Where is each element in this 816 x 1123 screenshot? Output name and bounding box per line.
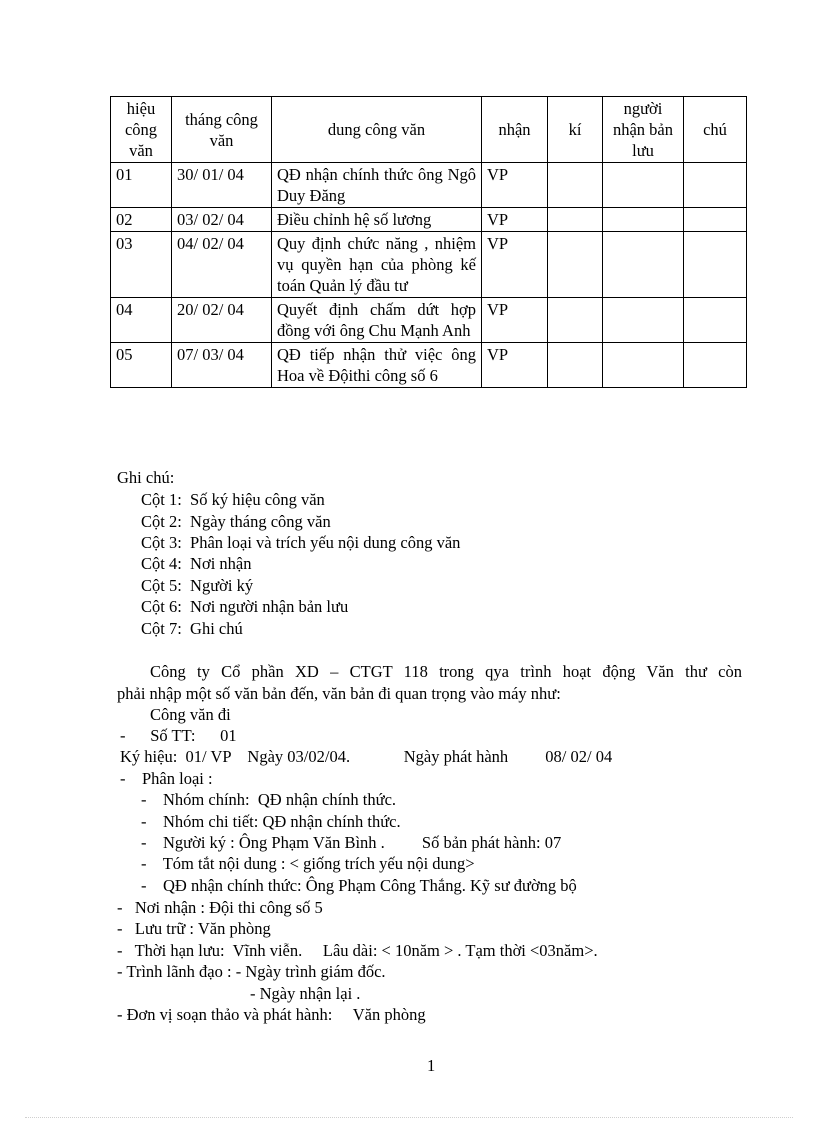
table-cell	[548, 208, 603, 232]
table-cell: VP	[482, 232, 548, 298]
header-cell: tháng công văn	[172, 97, 272, 163]
table-cell: 30/ 01/ 04	[172, 163, 272, 208]
table-cell: 01	[111, 163, 172, 208]
table-cell: QĐ tiếp nhận thử việc ông Hoa về Độithi công số 6	[272, 343, 482, 388]
table-cell	[548, 343, 603, 388]
table-cell	[684, 343, 747, 388]
table-cell: 20/ 02/ 04	[172, 298, 272, 343]
table-cell: VP	[482, 163, 548, 208]
table-cell: VP	[482, 298, 548, 343]
table-row	[111, 232, 747, 298]
table-cell: 02	[111, 208, 172, 232]
thoi-han-line: - Thời hạn lưu: Vĩnh viễn. Lâu dài: < 10năm > . Tạm thời <03năm>.	[117, 941, 598, 960]
table-cell	[684, 298, 747, 343]
document-table	[110, 96, 747, 388]
note-item: Cột 4: Nơi nhận	[141, 554, 252, 573]
luu-tru-line: - Lưu trữ : Văn phòng	[117, 919, 271, 938]
header-cell: chú	[684, 97, 747, 163]
page-bottom-divider	[25, 1117, 793, 1118]
nguoi-ky-line: - Người ký : Ông Phạm Văn Bình . Số bản phát hành: 07	[141, 833, 562, 852]
nhom-chi-tiet-line: - Nhóm chi tiết: QĐ nhận chính thức.	[141, 812, 401, 831]
table-cell: 03	[111, 232, 172, 298]
table-cell: Quy định chức năng , nhiệm vụ quyền hạn của phòng kế toán Quản lý đầu tư	[272, 232, 482, 298]
table-cell	[603, 163, 684, 208]
nhom-chinh-line: - Nhóm chính: QĐ nhận chính thức.	[141, 790, 397, 809]
table-cell	[684, 232, 747, 298]
header-cell: người nhận bản lưu	[603, 97, 684, 163]
note-item: Cột 2: Ngày tháng công văn	[141, 512, 331, 531]
table-header-row	[111, 97, 747, 163]
table-cell	[548, 232, 603, 298]
table-cell	[603, 208, 684, 232]
table-cell	[684, 208, 747, 232]
trinh-line: - Trình lãnh đạo : - Ngày trình giám đốc.	[117, 962, 386, 981]
table-cell: 07/ 03/ 04	[172, 343, 272, 388]
table-cell	[684, 163, 747, 208]
ky-hieu-line: Ký hiệu: 01/ VP Ngày 03/02/04. Ngày phát hành 08/ 02/ 04	[120, 747, 613, 766]
tom-tat-line: - Tóm tắt nội dung : < giống trích yếu nội dung>	[141, 854, 475, 873]
qd-line: - QĐ nhận chính thức: Ông Phạm Công Thắng. Kỹ sư đường bộ	[141, 876, 577, 895]
table-cell: 04/ 02/ 04	[172, 232, 272, 298]
section-title: Công văn đi	[150, 705, 231, 724]
phan-loai-line: - Phân loại :	[120, 769, 213, 788]
table-row	[111, 298, 747, 343]
notes-heading: Ghi chú:	[117, 468, 175, 487]
note-item: Cột 3: Phân loại và trích yếu nội dung công văn	[141, 533, 461, 552]
table-row	[111, 208, 747, 232]
note-item: Cột 5: Người ký	[141, 576, 254, 595]
table-cell: 04	[111, 298, 172, 343]
ngay-nhan-line: - Ngày nhận lại .	[250, 984, 361, 1003]
header-cell: nhận	[482, 97, 548, 163]
table-cell: VP	[482, 343, 548, 388]
note-item: Cột 1: Số ký hiệu công văn	[141, 490, 325, 509]
table-cell: 05	[111, 343, 172, 388]
note-item: Cột 7: Ghi chú	[141, 619, 243, 638]
table-cell: QĐ nhận chính thức ông Ngô Duy Đăng	[272, 163, 482, 208]
table-cell	[603, 343, 684, 388]
table-cell: Quyết định chấm dứt hợp đồng với ông Chu Mạnh Anh	[272, 298, 482, 343]
header-cell: kí	[548, 97, 603, 163]
don-vi-line: - Đơn vị soạn thảo và phát hành: Văn phòng	[117, 1005, 426, 1024]
so-tt-line: - Số TT: 01	[120, 726, 237, 745]
table-row	[111, 163, 747, 208]
table-cell: VP	[482, 208, 548, 232]
header-cell: hiệu công văn	[111, 97, 172, 163]
paragraph-line: phải nhập một số văn bản đến, văn bản đi quan trọng vào máy như:	[117, 684, 561, 703]
noi-nhan-line: - Nơi nhận : Đội thi công số 5	[117, 898, 323, 917]
table-cell	[603, 232, 684, 298]
table-cell: 03/ 02/ 04	[172, 208, 272, 232]
table-cell: Điều chỉnh hệ số lương	[272, 208, 482, 232]
page-number: 1	[427, 1056, 436, 1075]
table-cell	[548, 298, 603, 343]
table-cell	[548, 163, 603, 208]
table-cell	[603, 298, 684, 343]
table-row	[111, 343, 747, 388]
note-item: Cột 6: Nơi người nhận bản lưu	[141, 597, 349, 616]
paragraph-line: Công ty Cổ phần XD – CTGT 118 trong qya trình hoạt động Văn thư còn	[150, 662, 742, 681]
header-cell: dung công văn	[272, 97, 482, 163]
